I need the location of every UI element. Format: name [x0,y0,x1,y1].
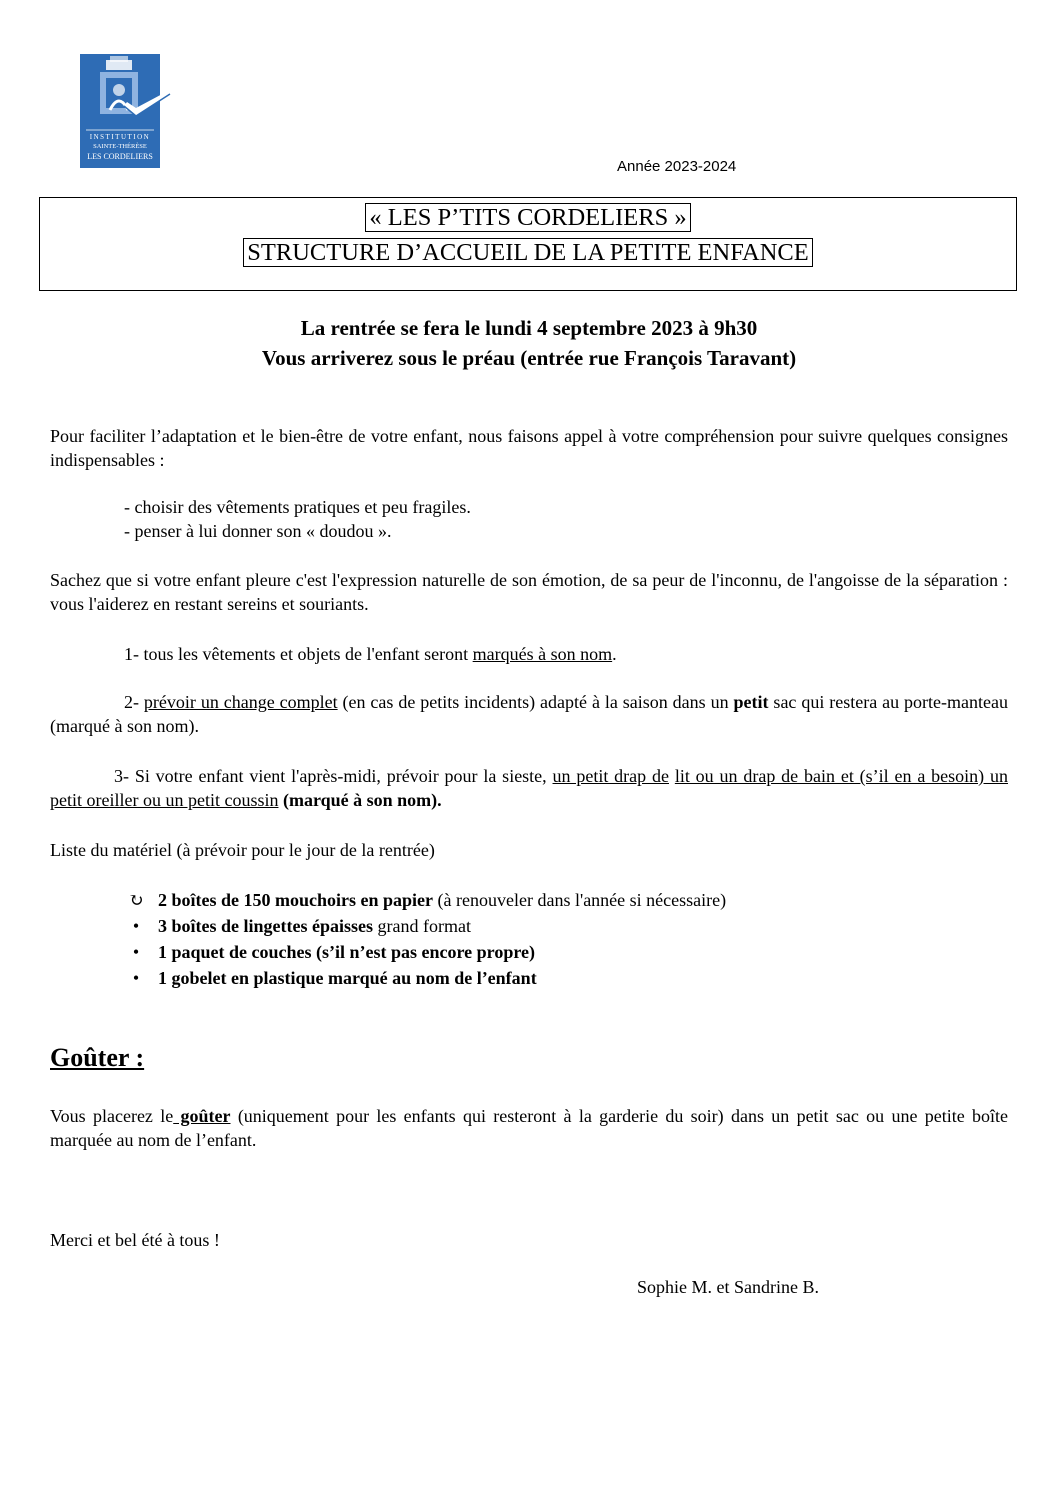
closing-line: Merci et bel été à tous ! [50,1230,220,1250]
point-1: 1- tous les vêtements et objets de l'enfant seront marqués à son nom. [124,644,617,664]
bullet-icon: • [132,916,140,936]
school-crest-logo [80,54,172,168]
bullet-icon: • [132,968,140,988]
logo-line-2: SAINTE-THÉRÈSE [93,143,147,150]
point-2-underlined: prévoir un change complet [143,692,338,712]
list-item: • 1 paquet de couches (s’il n’est pas encore propre) [122,939,726,965]
gouter-paragraph: Vous placerez le goûter (uniquement pour les enfants qui resteront à la garderie du soir) dans un petit sac ou une petite boîte marquée au nom de l’enfant. [50,1106,1009,1150]
point-2: 2- prévoir un change complet (en cas de petits incidents) adapté à la saison dans un petit sac qui restera au porte-manteau (marqué à son nom). [50,692,1008,736]
list-item: • 1 gobelet en plastique marqué au nom de l’enfant [122,965,726,991]
consigne-item: - choisir des vêtements pratiques et peu fragiles. [124,497,471,517]
title-line-1: « LES P’TITS CORDELIERS » [365,203,690,232]
materiel-list-title: Liste du matériel (à prévoir pour le jour de la rentrée) [50,840,435,860]
logo-text [80,132,160,162]
point-3: 3- Si votre enfant vient l'après-midi, prévoir pour la sieste, un petit drap de lit ou un drap de bain et (s’il en a besoin) un petit oreiller ou un petit coussin (marqué à son nom). [50,766,1008,810]
refresh-bullet-icon: ↻ [128,890,144,910]
title-line-2: STRUCTURE D’ACCUEIL DE LA PETITE ENFANCE [243,238,812,267]
rentree-date: La rentrée se fera le lundi 4 septembre 2023 à 9h30 [300,316,758,340]
logo-line-1: INSTITUTION [89,133,151,141]
bullet-icon: • [132,942,140,962]
rentree-location: Vous arriverez sous le préau (entrée rue François Taravant) [261,346,797,370]
point-1-underlined: marqués à son nom [472,644,613,664]
gouter-heading: Goûter : [50,1043,145,1072]
logo-line-3: LES CORDELIERS [87,152,153,161]
consigne-item: - penser à lui donner son « doudou ». [124,521,392,541]
school-year: Année 2023-2024 [617,158,737,175]
list-item: ↻ 2 boîtes de 150 mouchoirs en papier (à renouveler dans l'année si nécessaire) [122,887,726,913]
sachez-paragraph: Sachez que si votre enfant pleure c'est l'expression naturelle de son émotion, de sa peur de l'inconnu, de l'angoisse de la séparation : vous l'aiderez en restant sereins et souriants. [50,570,1008,614]
list-item: • 3 boîtes de lingettes épaisses grand format [122,913,726,939]
signature: Sophie M. et Sandrine B. [637,1277,819,1297]
intro-paragraph: Pour faciliter l’adaptation et le bien-être de votre enfant, nous faisons appel à votre compréhension pour suivre quelques consignes indispensables : [50,426,1008,470]
title-box [39,197,1017,291]
materiel-list [122,887,726,991]
